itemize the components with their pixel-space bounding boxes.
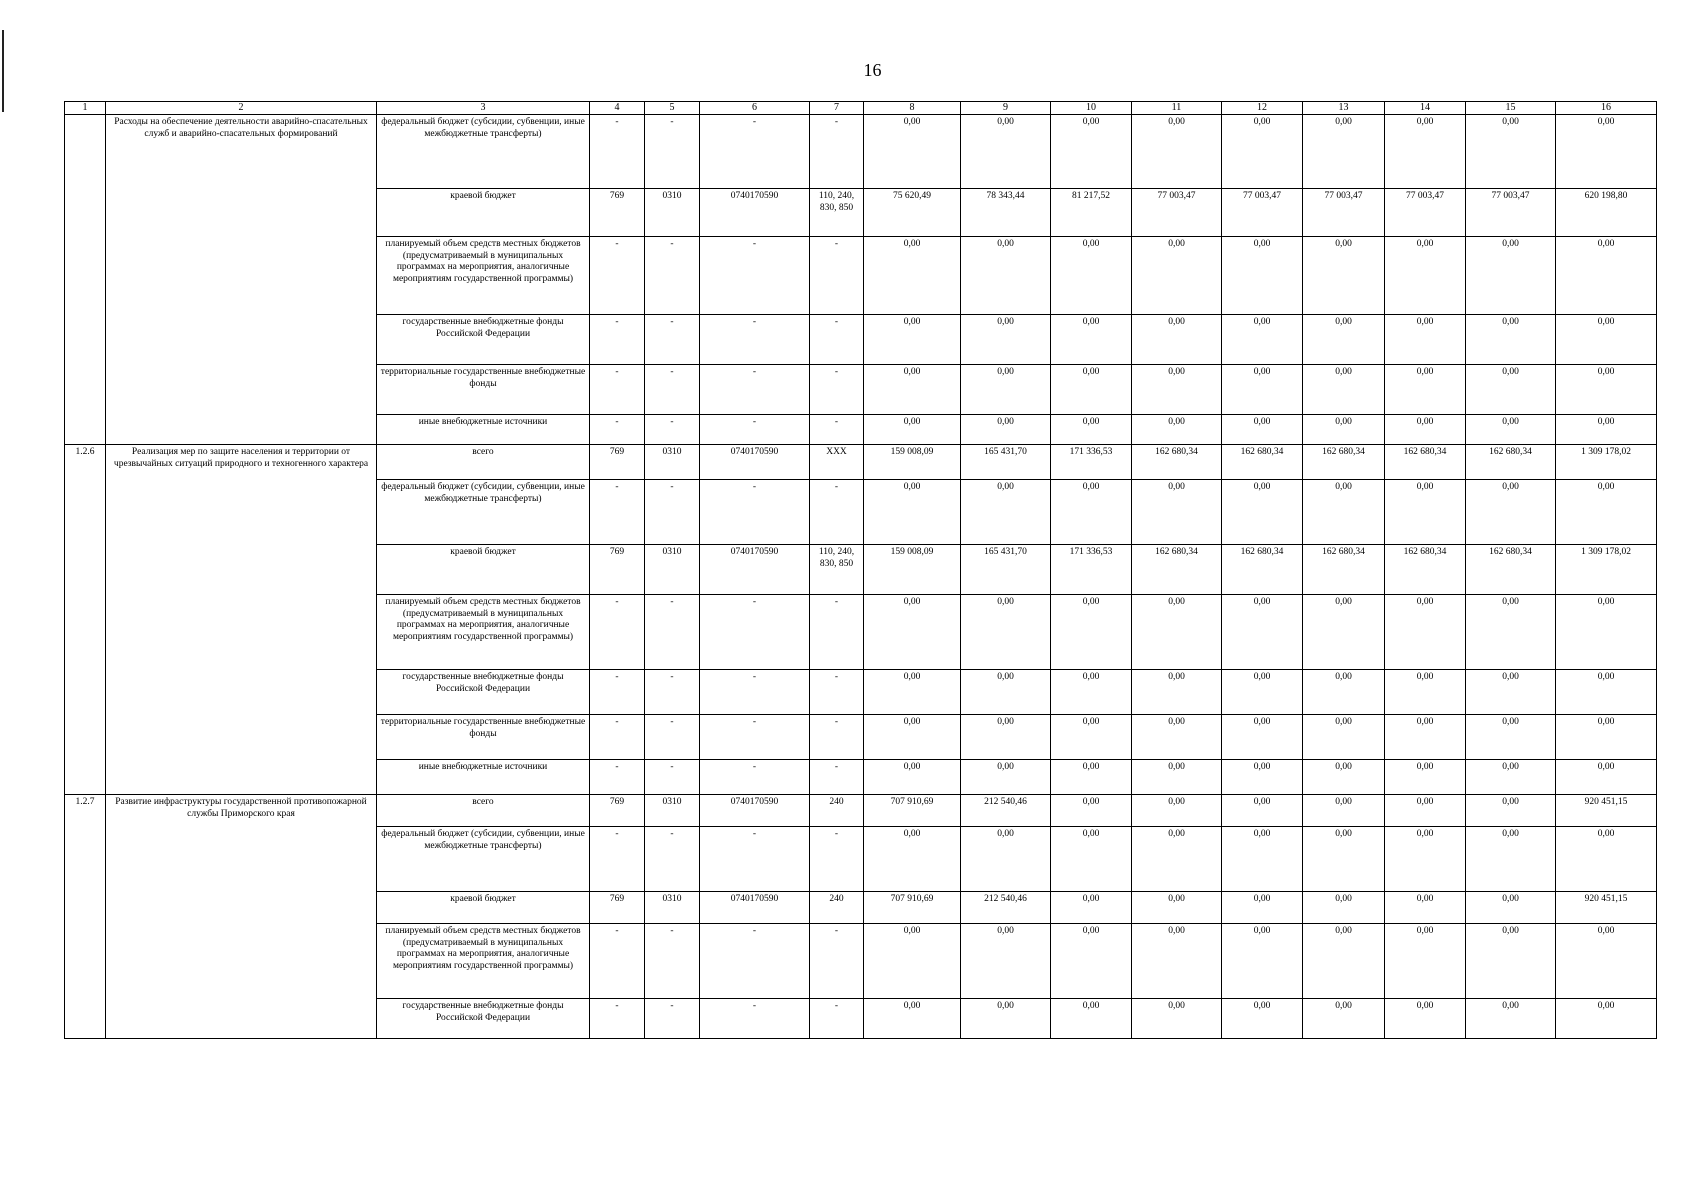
amount-cell: 77 003,47: [1132, 189, 1222, 237]
amount-cell: 620 198,80: [1556, 189, 1657, 237]
page-number: 16: [863, 60, 882, 80]
code-cell: -: [700, 480, 810, 545]
amount-cell: 171 336,53: [1051, 445, 1132, 480]
code-cell: 0740170590: [700, 189, 810, 237]
amount-cell: 0,00: [1132, 365, 1222, 415]
code-cell: 769: [590, 892, 645, 924]
amount-cell: 0,00: [1222, 365, 1303, 415]
amount-cell: 0,00: [1303, 892, 1385, 924]
amount-cell: 0,00: [1556, 924, 1657, 999]
code-cell: XXX: [810, 445, 864, 480]
code-cell: 0310: [645, 545, 700, 595]
amount-cell: 1 309 178,02: [1556, 445, 1657, 480]
amount-cell: 0,00: [1132, 795, 1222, 827]
amount-cell: 0,00: [1303, 760, 1385, 795]
code-cell: -: [645, 365, 700, 415]
code-cell: -: [700, 924, 810, 999]
code-cell: -: [810, 365, 864, 415]
amount-cell: 0,00: [1466, 415, 1556, 445]
funding-source: федеральный бюджет (субсидии, субвенции, иные межбюджетные трансферты): [377, 827, 590, 892]
amount-cell: 162 680,34: [1132, 545, 1222, 595]
amount-cell: 0,00: [1132, 827, 1222, 892]
amount-cell: 0,00: [1222, 237, 1303, 315]
amount-cell: 0,00: [864, 480, 961, 545]
amount-cell: 77 003,47: [1222, 189, 1303, 237]
amount-cell: 0,00: [1051, 715, 1132, 760]
amount-cell: 0,00: [1385, 670, 1466, 715]
funding-source: федеральный бюджет (субсидии, субвенции, иные межбюджетные трансферты): [377, 480, 590, 545]
amount-cell: 0,00: [1222, 715, 1303, 760]
funding-source: государственные внебюджетные фонды Российской Федерации: [377, 999, 590, 1039]
code-cell: -: [810, 999, 864, 1039]
code-cell: 0740170590: [700, 892, 810, 924]
code-cell: -: [645, 115, 700, 189]
code-cell: -: [590, 115, 645, 189]
column-number-row: [65, 102, 1657, 115]
amount-cell: 0,00: [1556, 595, 1657, 670]
amount-cell: 0,00: [1466, 315, 1556, 365]
funding-source: иные внебюджетные источники: [377, 415, 590, 445]
amount-cell: 0,00: [1051, 365, 1132, 415]
column-number-cell: 11: [1132, 102, 1222, 115]
activity-index: 1.2.7: [65, 795, 106, 1039]
code-cell: -: [810, 670, 864, 715]
amount-cell: 0,00: [1466, 670, 1556, 715]
amount-cell: 159 008,09: [864, 445, 961, 480]
activity-name: Реализация мер по защите населения и территории от чрезвычайных ситуаций природного и техногенного характера: [106, 445, 377, 795]
table-row: [65, 795, 1657, 827]
amount-cell: 0,00: [864, 415, 961, 445]
amount-cell: 0,00: [864, 715, 961, 760]
amount-cell: 75 620,49: [864, 189, 961, 237]
funding-source: краевой бюджет: [377, 545, 590, 595]
code-cell: 240: [810, 892, 864, 924]
amount-cell: 171 336,53: [1051, 545, 1132, 595]
funding-source: иные внебюджетные источники: [377, 760, 590, 795]
amount-cell: 0,00: [864, 115, 961, 189]
code-cell: -: [700, 760, 810, 795]
code-cell: -: [700, 315, 810, 365]
amount-cell: 162 680,34: [1132, 445, 1222, 480]
amount-cell: 0,00: [1466, 827, 1556, 892]
amount-cell: 0,00: [864, 760, 961, 795]
amount-cell: 0,00: [1132, 595, 1222, 670]
amount-cell: 0,00: [1132, 315, 1222, 365]
code-cell: 240: [810, 795, 864, 827]
code-cell: 0740170590: [700, 445, 810, 480]
amount-cell: 0,00: [1051, 795, 1132, 827]
amount-cell: 0,00: [1222, 415, 1303, 445]
funding-source: федеральный бюджет (субсидии, субвенции, иные межбюджетные трансферты): [377, 115, 590, 189]
amount-cell: 0,00: [1051, 827, 1132, 892]
code-cell: 110, 240, 830, 850: [810, 545, 864, 595]
budget-table: [64, 101, 1657, 1039]
code-cell: -: [645, 670, 700, 715]
amount-cell: 0,00: [1132, 715, 1222, 760]
code-cell: -: [810, 237, 864, 315]
amount-cell: 0,00: [1303, 827, 1385, 892]
amount-cell: 0,00: [1222, 999, 1303, 1039]
amount-cell: 0,00: [961, 670, 1051, 715]
amount-cell: 0,00: [1385, 760, 1466, 795]
activity-index: [65, 115, 106, 445]
amount-cell: 162 680,34: [1466, 545, 1556, 595]
amount-cell: 0,00: [1132, 924, 1222, 999]
amount-cell: 0,00: [1385, 715, 1466, 760]
amount-cell: 0,00: [1222, 595, 1303, 670]
amount-cell: 0,00: [1222, 827, 1303, 892]
amount-cell: 162 680,34: [1303, 545, 1385, 595]
column-number-cell: 9: [961, 102, 1051, 115]
amount-cell: 0,00: [961, 115, 1051, 189]
amount-cell: 0,00: [1556, 827, 1657, 892]
amount-cell: 0,00: [1132, 237, 1222, 315]
amount-cell: 920 451,15: [1556, 795, 1657, 827]
code-cell: -: [590, 715, 645, 760]
amount-cell: 0,00: [1385, 115, 1466, 189]
column-number-cell: 4: [590, 102, 645, 115]
amount-cell: 0,00: [864, 365, 961, 415]
amount-cell: 0,00: [1556, 480, 1657, 545]
column-number-cell: 1: [65, 102, 106, 115]
amount-cell: 0,00: [1303, 670, 1385, 715]
amount-cell: 0,00: [1222, 892, 1303, 924]
amount-cell: 0,00: [1132, 415, 1222, 445]
amount-cell: 0,00: [1303, 715, 1385, 760]
amount-cell: 0,00: [1051, 670, 1132, 715]
amount-cell: 0,00: [864, 924, 961, 999]
amount-cell: 0,00: [1303, 999, 1385, 1039]
amount-cell: 212 540,46: [961, 795, 1051, 827]
amount-cell: 0,00: [1051, 415, 1132, 445]
code-cell: -: [645, 924, 700, 999]
code-cell: -: [590, 760, 645, 795]
amount-cell: 0,00: [1385, 924, 1466, 999]
column-number-cell: 12: [1222, 102, 1303, 115]
amount-cell: 0,00: [1132, 670, 1222, 715]
amount-cell: 0,00: [1385, 237, 1466, 315]
amount-cell: 0,00: [1132, 480, 1222, 545]
amount-cell: 0,00: [864, 237, 961, 315]
amount-cell: 0,00: [1556, 670, 1657, 715]
code-cell: -: [645, 480, 700, 545]
column-number-cell: 10: [1051, 102, 1132, 115]
code-cell: -: [645, 415, 700, 445]
amount-cell: 0,00: [961, 415, 1051, 445]
amount-cell: 0,00: [1132, 892, 1222, 924]
column-number-cell: 16: [1556, 102, 1657, 115]
amount-cell: 0,00: [864, 595, 961, 670]
code-cell: 110, 240, 830, 850: [810, 189, 864, 237]
amount-cell: 0,00: [1303, 115, 1385, 189]
amount-cell: 0,00: [1556, 999, 1657, 1039]
amount-cell: 0,00: [1466, 237, 1556, 315]
amount-cell: 0,00: [1385, 315, 1466, 365]
amount-cell: 0,00: [1303, 924, 1385, 999]
code-cell: -: [645, 315, 700, 365]
amount-cell: 0,00: [961, 715, 1051, 760]
funding-source: всего: [377, 445, 590, 480]
amount-cell: 0,00: [1051, 595, 1132, 670]
amount-cell: 0,00: [1222, 670, 1303, 715]
amount-cell: 0,00: [1303, 315, 1385, 365]
code-cell: -: [810, 760, 864, 795]
amount-cell: 0,00: [1132, 115, 1222, 189]
amount-cell: 0,00: [1466, 480, 1556, 545]
amount-cell: 0,00: [1556, 115, 1657, 189]
amount-cell: 0,00: [1385, 415, 1466, 445]
code-cell: -: [590, 237, 645, 315]
amount-cell: 0,00: [1385, 999, 1466, 1039]
amount-cell: 0,00: [1303, 795, 1385, 827]
table-row: [65, 445, 1657, 480]
column-number-cell: 2: [106, 102, 377, 115]
amount-cell: 0,00: [1222, 924, 1303, 999]
code-cell: -: [810, 480, 864, 545]
amount-cell: 0,00: [1132, 999, 1222, 1039]
amount-cell: 77 003,47: [1303, 189, 1385, 237]
amount-cell: 0,00: [1303, 237, 1385, 315]
code-cell: -: [590, 924, 645, 999]
amount-cell: 0,00: [864, 315, 961, 365]
code-cell: -: [645, 827, 700, 892]
amount-cell: 0,00: [961, 760, 1051, 795]
amount-cell: 0,00: [1466, 365, 1556, 415]
code-cell: -: [700, 365, 810, 415]
amount-cell: 0,00: [864, 670, 961, 715]
amount-cell: 0,00: [1303, 595, 1385, 670]
amount-cell: 81 217,52: [1051, 189, 1132, 237]
code-cell: -: [810, 924, 864, 999]
amount-cell: 0,00: [1466, 760, 1556, 795]
amount-cell: 0,00: [1132, 760, 1222, 795]
code-cell: -: [645, 595, 700, 670]
amount-cell: 0,00: [1556, 237, 1657, 315]
amount-cell: 1 309 178,02: [1556, 545, 1657, 595]
amount-cell: 0,00: [961, 999, 1051, 1039]
code-cell: -: [645, 237, 700, 315]
amount-cell: 0,00: [1303, 415, 1385, 445]
amount-cell: 0,00: [1556, 760, 1657, 795]
amount-cell: 0,00: [1051, 999, 1132, 1039]
amount-cell: 77 003,47: [1385, 189, 1466, 237]
amount-cell: 0,00: [1222, 315, 1303, 365]
amount-cell: 162 680,34: [1385, 445, 1466, 480]
amount-cell: 0,00: [1466, 999, 1556, 1039]
amount-cell: 0,00: [1466, 115, 1556, 189]
amount-cell: 0,00: [1051, 892, 1132, 924]
code-cell: 769: [590, 545, 645, 595]
code-cell: 0740170590: [700, 795, 810, 827]
amount-cell: 162 680,34: [1222, 445, 1303, 480]
funding-source: территориальные государственные внебюджетные фонды: [377, 365, 590, 415]
amount-cell: 0,00: [864, 827, 961, 892]
column-number-cell: 15: [1466, 102, 1556, 115]
code-cell: 769: [590, 445, 645, 480]
funding-source: планируемый объем средств местных бюджетов (предусматриваемый в муниципальных программах на мероприятия, аналогичные мероприятиям государственной программы): [377, 924, 590, 999]
amount-cell: 0,00: [961, 924, 1051, 999]
code-cell: -: [590, 415, 645, 445]
amount-cell: 0,00: [864, 999, 961, 1039]
funding-source: планируемый объем средств местных бюджетов (предусматриваемый в муниципальных программах на мероприятия, аналогичные мероприятиям государственной программы): [377, 237, 590, 315]
amount-cell: 212 540,46: [961, 892, 1051, 924]
code-cell: -: [700, 595, 810, 670]
column-number-cell: 14: [1385, 102, 1466, 115]
funding-source: планируемый объем средств местных бюджетов (предусматриваемый в муниципальных программах на мероприятия, аналогичные мероприятиям государственной программы): [377, 595, 590, 670]
amount-cell: 0,00: [1556, 715, 1657, 760]
amount-cell: 0,00: [1051, 315, 1132, 365]
amount-cell: 0,00: [1385, 595, 1466, 670]
amount-cell: 0,00: [1556, 365, 1657, 415]
activity-name: Развитие инфраструктуры государственной противопожарной службы Приморского края: [106, 795, 377, 1039]
amount-cell: 77 003,47: [1466, 189, 1556, 237]
table-row: [65, 115, 1657, 189]
code-cell: -: [700, 237, 810, 315]
code-cell: -: [590, 480, 645, 545]
amount-cell: 0,00: [1051, 115, 1132, 189]
code-cell: -: [590, 827, 645, 892]
amount-cell: 0,00: [1466, 795, 1556, 827]
funding-source: краевой бюджет: [377, 892, 590, 924]
column-number-cell: 7: [810, 102, 864, 115]
amount-cell: 0,00: [1466, 892, 1556, 924]
code-cell: -: [645, 760, 700, 795]
code-cell: -: [700, 715, 810, 760]
code-cell: 0740170590: [700, 545, 810, 595]
code-cell: 0310: [645, 795, 700, 827]
amount-cell: 0,00: [1466, 595, 1556, 670]
code-cell: -: [590, 365, 645, 415]
code-cell: 769: [590, 189, 645, 237]
funding-source: территориальные государственные внебюджетные фонды: [377, 715, 590, 760]
amount-cell: 0,00: [1051, 760, 1132, 795]
amount-cell: 78 343,44: [961, 189, 1051, 237]
amount-cell: 920 451,15: [1556, 892, 1657, 924]
funding-source: всего: [377, 795, 590, 827]
code-cell: -: [590, 670, 645, 715]
amount-cell: 0,00: [1222, 480, 1303, 545]
code-cell: -: [700, 670, 810, 715]
amount-cell: 0,00: [1222, 760, 1303, 795]
amount-cell: 162 680,34: [1303, 445, 1385, 480]
amount-cell: 0,00: [1222, 115, 1303, 189]
activity-index: 1.2.6: [65, 445, 106, 795]
code-cell: -: [700, 999, 810, 1039]
code-cell: -: [810, 595, 864, 670]
amount-cell: 0,00: [1556, 415, 1657, 445]
code-cell: -: [590, 315, 645, 365]
amount-cell: 0,00: [1466, 924, 1556, 999]
column-number-cell: 6: [700, 102, 810, 115]
amount-cell: 0,00: [1222, 795, 1303, 827]
amount-cell: 162 680,34: [1385, 545, 1466, 595]
amount-cell: 162 680,34: [1466, 445, 1556, 480]
funding-source: краевой бюджет: [377, 189, 590, 237]
amount-cell: 0,00: [1385, 480, 1466, 545]
amount-cell: 0,00: [961, 237, 1051, 315]
column-number-cell: 5: [645, 102, 700, 115]
amount-cell: 0,00: [961, 315, 1051, 365]
amount-cell: 0,00: [1303, 365, 1385, 415]
amount-cell: 0,00: [961, 365, 1051, 415]
amount-cell: 0,00: [1051, 924, 1132, 999]
code-cell: -: [810, 315, 864, 365]
amount-cell: 707 910,69: [864, 892, 961, 924]
code-cell: -: [700, 415, 810, 445]
funding-source: государственные внебюджетные фонды Российской Федерации: [377, 315, 590, 365]
amount-cell: 0,00: [1385, 892, 1466, 924]
code-cell: -: [810, 415, 864, 445]
code-cell: 0310: [645, 189, 700, 237]
code-cell: -: [645, 999, 700, 1039]
code-cell: -: [810, 115, 864, 189]
code-cell: -: [700, 827, 810, 892]
code-cell: -: [590, 595, 645, 670]
amount-cell: 707 910,69: [864, 795, 961, 827]
amount-cell: 0,00: [1466, 715, 1556, 760]
amount-cell: 159 008,09: [864, 545, 961, 595]
amount-cell: 165 431,70: [961, 545, 1051, 595]
funding-source: государственные внебюджетные фонды Российской Федерации: [377, 670, 590, 715]
code-cell: -: [700, 115, 810, 189]
column-number-cell: 13: [1303, 102, 1385, 115]
amount-cell: 0,00: [1556, 315, 1657, 365]
amount-cell: 0,00: [961, 480, 1051, 545]
amount-cell: 0,00: [1385, 795, 1466, 827]
code-cell: -: [645, 715, 700, 760]
amount-cell: 0,00: [1303, 480, 1385, 545]
column-number-cell: 8: [864, 102, 961, 115]
column-number-cell: 3: [377, 102, 590, 115]
code-cell: 0310: [645, 892, 700, 924]
amount-cell: 0,00: [961, 595, 1051, 670]
amount-cell: 165 431,70: [961, 445, 1051, 480]
code-cell: 769: [590, 795, 645, 827]
amount-cell: 0,00: [1051, 480, 1132, 545]
code-cell: -: [810, 715, 864, 760]
activity-name: Расходы на обеспечение деятельности аварийно-спасательных служб и аварийно-спасательных формирований: [106, 115, 377, 445]
amount-cell: 162 680,34: [1222, 545, 1303, 595]
amount-cell: 0,00: [1385, 827, 1466, 892]
code-cell: 0310: [645, 445, 700, 480]
amount-cell: 0,00: [1385, 365, 1466, 415]
amount-cell: 0,00: [961, 827, 1051, 892]
amount-cell: 0,00: [1051, 237, 1132, 315]
code-cell: -: [590, 999, 645, 1039]
code-cell: -: [810, 827, 864, 892]
